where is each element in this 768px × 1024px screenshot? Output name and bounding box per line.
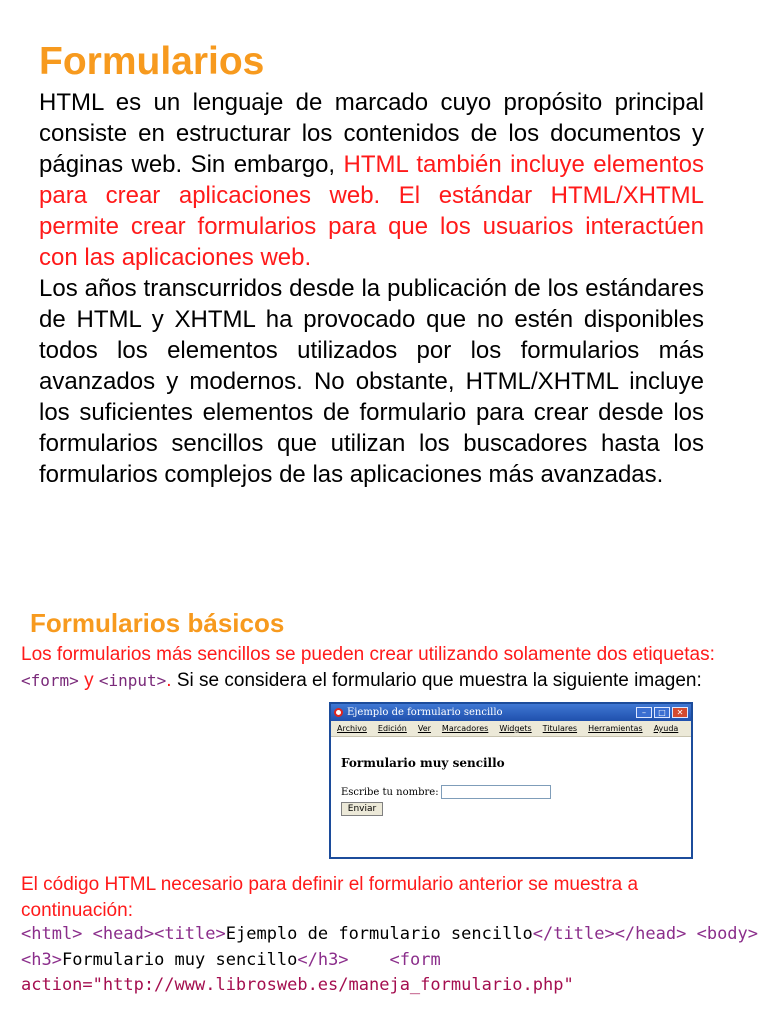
example-form-heading: Formulario muy sencillo — [341, 756, 505, 770]
code-attribute: action="http://www.librosweb.es/maneja_formulario.php" — [21, 975, 574, 995]
intro-text-highlight: HTML también incluye elementos para crear aplicaciones web. El estándar HTML/XHTML permite crear formularios para que los usuarios interactúen con las aplicaciones web. — [39, 151, 705, 271]
menu-item: Marcadores — [441, 724, 489, 733]
code-text: Formulario muy sencillo — [61, 949, 298, 970]
intro-paragraph — [39, 87, 704, 490]
minimize-icon: – — [636, 707, 652, 718]
name-input — [441, 785, 551, 799]
code-tag: <title> — [154, 924, 226, 944]
code-tag: <head> — [92, 924, 155, 944]
maximize-icon: □ — [654, 707, 670, 718]
code-text: Ejemplo de formulario sencillo — [225, 924, 533, 944]
close-icon: ✕ — [672, 707, 688, 718]
page-title: Formularios — [39, 40, 265, 83]
browser-menubar — [331, 721, 691, 737]
code-tag: <h3> — [21, 949, 62, 970]
menu-item: Widgets — [499, 724, 532, 733]
code-tag: </title> — [532, 924, 615, 944]
section-text-red: Los formularios más sencillos se pueden crear utilizando solamente dos etiquetas: — [21, 644, 715, 665]
section-heading: Formularios básicos — [30, 608, 285, 638]
opera-logo-icon — [334, 708, 343, 717]
code-tag: <body> — [696, 924, 759, 944]
code-intro-paragraph: El código HTML necesario para definir el formulario anterior se muestra a continuación: — [21, 874, 639, 921]
window-controls — [636, 707, 688, 718]
menu-item: Herramientas — [588, 724, 643, 733]
menu-item: Titulares — [542, 724, 578, 733]
intro-text-2: Los años transcurridos desde la publicación de los estándares de HTML y XHTML ha provocado que no estén disponibles todos los elementos utilizados por los formularios más avanzados y modernos. No obstante, HTML/XHTML incluye los suficientes elementos de formulario para crear desde los formularios sencillos que utilizan los buscadores hasta los formularios complejos de las aplicaciones más avanzadas. — [39, 275, 704, 488]
code-tag: </head> — [614, 924, 687, 944]
name-label: Escribe tu nombre: — [341, 786, 439, 798]
example-form-row — [341, 785, 681, 799]
code-tag: <html> — [21, 924, 83, 944]
section-paragraph — [21, 642, 731, 694]
intro-text-1: HTML es un lenguaje de marcado cuyo propósito principal consiste en estructurar los contenidos de los documentos y páginas web. Sin embargo, — [39, 89, 704, 178]
input-tag-code: <input> — [98, 671, 167, 690]
menu-item: Archivo — [337, 724, 367, 733]
menu-item: Ayuda — [653, 724, 679, 733]
browser-titlebar — [331, 704, 691, 721]
code-tag: </h3> — [297, 949, 349, 970]
section-text-period: . — [166, 670, 172, 691]
section-text-and: y — [78, 670, 99, 691]
code-tag: <form — [389, 949, 441, 970]
code-listing — [21, 922, 761, 999]
submit-button: Enviar — [341, 802, 383, 816]
browser-screenshot — [329, 702, 693, 859]
browser-content — [331, 755, 691, 816]
form-tag-code: <form> — [21, 671, 79, 690]
section-text-black: Si se considera el formulario que muestra la siguiente imagen: — [171, 670, 702, 691]
menu-item: Ver — [417, 724, 431, 733]
menu-item: Edición — [377, 724, 407, 733]
browser-title: Ejemplo de formulario sencillo — [347, 707, 503, 718]
